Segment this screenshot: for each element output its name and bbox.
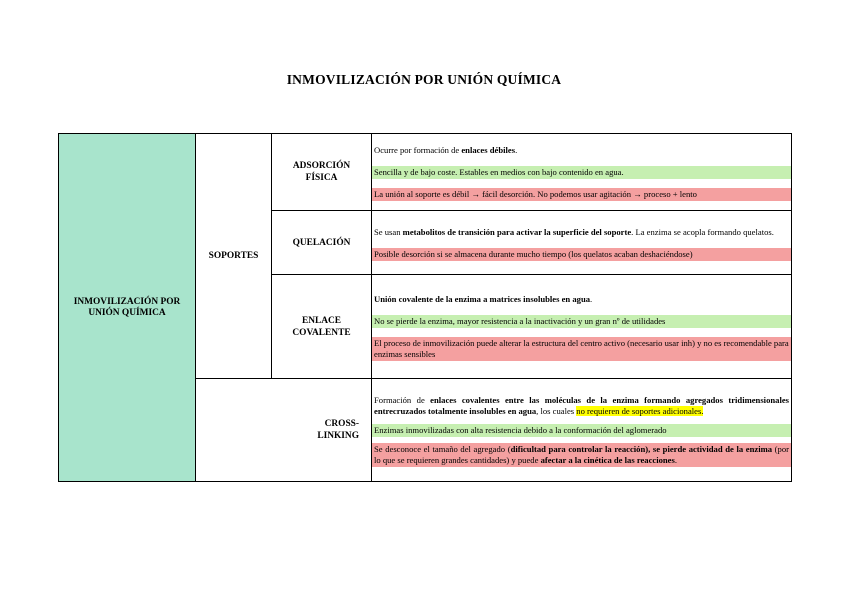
crosslinking-cell [196, 379, 372, 482]
category-label: INMOVILIZACIÓN POR UNIÓN QUÍMICA [73, 296, 181, 318]
crosslinking-content [372, 379, 792, 482]
adsorcion-label: ADSORCIÓN FÍSICA [292, 161, 351, 183]
immobilization-table [58, 133, 792, 482]
page-title: INMOVILIZACIÓN POR UNIÓN QUÍMICA [286, 72, 562, 87]
category-cell [59, 134, 196, 482]
crosslinking-disadvantage: Se desconoce el tamaño del agregado (dificultad para controlar la reacción), se pierde actividad de la enzima (por lo que se requieren grandes cantidades) y puede afectar a la cinética de las reacciones. [374, 444, 790, 465]
supports-cell [196, 134, 272, 379]
covalente-content [372, 275, 792, 379]
crosslinking-description: Formación de enlaces covalentes entre las moléculas de la enzima formando agregados tridimensionales entrecruzados totalmente insolubles en agua, los cuales no requieren de soportes adicionales. [374, 395, 789, 416]
covalente-cell [272, 275, 372, 379]
covalente-advantage: No se pierde la enzima, mayor resistencia a la inactivación y un gran nº de utilidades [372, 315, 791, 328]
crosslinking-key-point: no requieren de soportes adicionales. [576, 406, 704, 416]
covalente-description: Unión covalente de la enzima a matrices insolubles en agua. [374, 294, 593, 304]
adsorcion-content [372, 134, 792, 211]
covalente-label: ENLACE COVALENTE [292, 315, 351, 338]
covalente-disadvantage: El proceso de inmovilización puede alterar la estructura del centro activo (necesario usar inh) y no es recomendable para enzimas sensibles [372, 337, 791, 361]
adsorcion-disadvantage: La unión al soporte es débil → fácil desorción. No podemos usar agitación → proceso + lento [372, 188, 791, 201]
quelacion-disadvantage: Posible desorción si se almacena durante mucho tiempo (los quelatos acaban deshaciéndose) [372, 248, 791, 261]
quelacion-label: QUELACIÓN [292, 237, 351, 248]
quelacion-cell [272, 211, 372, 275]
supports-label: SOPORTES [208, 251, 259, 261]
crosslinking-advantage: Enzimas inmovilizadas con alta resistencia debido a la conformación del aglomerado [372, 424, 791, 437]
adsorcion-description: Ocurre por formación de enlaces débiles. [374, 145, 518, 155]
adsorcion-cell [272, 134, 372, 211]
adsorcion-advantage: Sencilla y de bajo coste. Estables en medios con bajo contenido en agua. [372, 166, 791, 179]
quelacion-description: Se usan metabolitos de transición para activar la superficie del soporte. La enzima se acopla formando quelatos. [374, 226, 774, 237]
crosslinking-label: CROSS-LINKING [317, 419, 359, 441]
quelacion-content [372, 211, 792, 275]
